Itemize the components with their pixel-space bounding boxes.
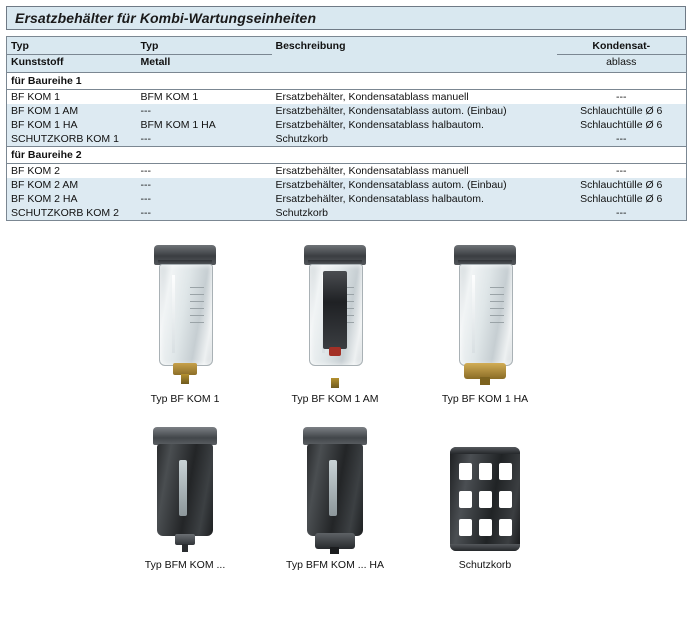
cell-kunststoff: BF KOM 2 AM: [7, 178, 137, 192]
section-title-bar: [6, 6, 686, 30]
table-row: [7, 192, 687, 206]
cell-ablass: ---: [557, 132, 687, 147]
header-col4-line1: Kondensat-: [557, 37, 687, 55]
table-row: [7, 132, 687, 147]
header-col2-line2: Metall: [137, 55, 272, 73]
figure-schutzkorb: [410, 419, 560, 573]
protective-cage-image: [410, 419, 560, 551]
cell-kunststoff: BF KOM 1 HA: [7, 118, 137, 132]
table-header-row-1: [7, 37, 687, 55]
cell-beschreibung: Ersatzbehälter, Kondensatablass halbautom.: [272, 118, 557, 132]
header-col4-line2: ablass: [557, 55, 687, 73]
cell-beschreibung: Ersatzbehälter, Kondensatablass autom. (Einbau): [272, 104, 557, 118]
header-col1-line1: Typ: [7, 37, 137, 55]
cell-kunststoff: SCHUTZKORB KOM 1: [7, 132, 137, 147]
figure-bf-kom-1-am: [260, 235, 410, 407]
cell-metall: ---: [137, 104, 272, 118]
group-label: für Baureihe 2: [7, 147, 687, 164]
cell-beschreibung: Schutzkorb: [272, 206, 557, 221]
cell-metall: BFM KOM 1 HA: [137, 118, 272, 132]
cell-ablass: Schlauchtülle Ø 6: [557, 178, 687, 192]
cell-kunststoff: SCHUTZKORB KOM 2: [7, 206, 137, 221]
cell-beschreibung: Ersatzbehälter, Kondensatablass manuell: [272, 90, 557, 105]
figure-caption: Typ BF KOM 1: [150, 393, 220, 405]
page-root: [0, 6, 692, 623]
figure-bf-kom-1: [110, 235, 260, 407]
cell-ablass: Schlauchtülle Ø 6: [557, 104, 687, 118]
figures-section: [0, 235, 692, 573]
figure-caption: Schutzkorb: [458, 559, 512, 571]
table-row: [7, 178, 687, 192]
table-row: [7, 118, 687, 132]
table-row: [7, 104, 687, 118]
cell-metall: BFM KOM 1: [137, 90, 272, 105]
table-row: [7, 206, 687, 221]
figure-row-1: [0, 235, 692, 407]
cell-metall: ---: [137, 132, 272, 147]
cell-beschreibung: Schutzkorb: [272, 132, 557, 147]
cell-beschreibung: Ersatzbehälter, Kondensatablass autom. (Einbau): [272, 178, 557, 192]
table-row: [7, 90, 687, 105]
group-label: für Baureihe 1: [7, 73, 687, 90]
cell-beschreibung: Ersatzbehälter, Kondensatablass manuell: [272, 164, 557, 179]
cell-ablass: ---: [557, 206, 687, 221]
products-table: [6, 36, 687, 221]
header-col2-line1: Typ: [137, 37, 272, 55]
figure-bfm-kom: [110, 419, 260, 573]
table-row: [7, 164, 687, 179]
cell-metall: ---: [137, 206, 272, 221]
bowl-clear-auto-image: [260, 235, 410, 385]
cell-metall: ---: [137, 192, 272, 206]
cell-kunststoff: BF KOM 1: [7, 90, 137, 105]
bowl-metal-manual-image: [110, 419, 260, 551]
page-title: Ersatzbehälter für Kombi-Wartungseinheiten: [15, 10, 317, 26]
bowl-clear-manual-image: [110, 235, 260, 385]
cell-metall: ---: [137, 178, 272, 192]
cell-ablass: Schlauchtülle Ø 6: [557, 118, 687, 132]
figure-bfm-kom-ha: [260, 419, 410, 573]
table-group-header: [7, 73, 687, 90]
header-col3: Beschreibung: [272, 37, 557, 73]
bowl-metal-semiauto-image: [260, 419, 410, 551]
figure-caption: Typ BF KOM 1 HA: [441, 393, 529, 405]
cell-kunststoff: BF KOM 2: [7, 164, 137, 179]
figure-caption: Typ BFM KOM ...: [144, 559, 226, 571]
cell-kunststoff: BF KOM 1 AM: [7, 104, 137, 118]
figure-bf-kom-1-ha: [410, 235, 560, 407]
figure-caption: Typ BF KOM 1 AM: [291, 393, 379, 405]
cell-beschreibung: Ersatzbehälter, Kondensatablass halbautom.: [272, 192, 557, 206]
bowl-clear-semiauto-image: [410, 235, 560, 385]
cell-metall: ---: [137, 164, 272, 179]
header-col1-line2: Kunststoff: [7, 55, 137, 73]
cell-ablass: ---: [557, 164, 687, 179]
table-group-header: [7, 147, 687, 164]
figure-caption: Typ BFM KOM ... HA: [285, 559, 384, 571]
cell-ablass: ---: [557, 90, 687, 105]
cell-kunststoff: BF KOM 2 HA: [7, 192, 137, 206]
cell-ablass: Schlauchtülle Ø 6: [557, 192, 687, 206]
figure-row-2: [0, 419, 692, 573]
